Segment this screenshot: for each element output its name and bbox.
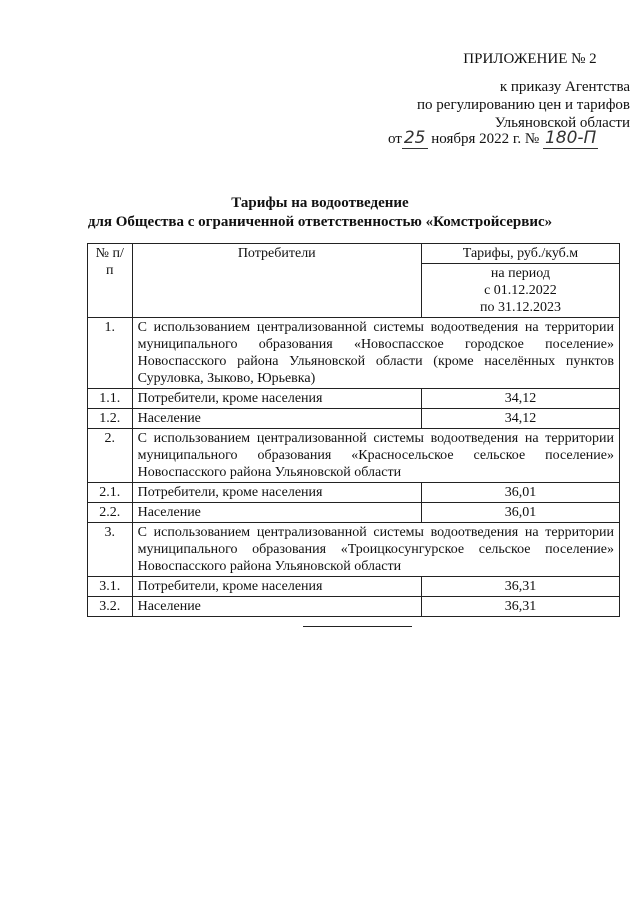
section-num: 2. (88, 429, 133, 483)
period-line: с 01.12.2022 (484, 283, 557, 298)
end-divider (303, 626, 412, 627)
section-text: С использованием централизованной системы водоотведения на территории муниципального образования «Троицкосунгурское сельское поселение» Новоспасского района Ульяновской области (132, 523, 619, 577)
table-row (88, 577, 620, 597)
header-tariffs: Тарифы, руб./куб.м (421, 244, 619, 264)
row-num: 1.1. (88, 389, 133, 409)
tariff-table (87, 243, 620, 617)
row-num: 3.1. (88, 577, 133, 597)
section-num: 1. (88, 318, 133, 389)
header-consumers: Потребители (132, 244, 421, 318)
section-row (88, 318, 620, 389)
table-row (88, 389, 620, 409)
row-num: 2.1. (88, 483, 133, 503)
appendix-title: ПРИЛОЖЕНИЕ № 2 (463, 51, 597, 67)
appendix-line: Ульяновской области (494, 115, 630, 131)
row-num: 1.2. (88, 409, 133, 429)
appendix-line: к приказу Агентства (499, 79, 630, 95)
row-consumer: Потребители, кроме населения (132, 483, 421, 503)
row-consumer: Потребители, кроме населения (132, 577, 421, 597)
table-row (88, 597, 620, 617)
row-consumer: Население (132, 597, 421, 617)
document-heading (0, 194, 640, 232)
appendix-block (370, 50, 630, 132)
row-num: 2.2. (88, 503, 133, 523)
row-num: 3.2. (88, 597, 133, 617)
order-reference (388, 128, 598, 149)
header-num: № п/п (88, 244, 133, 318)
row-tariff: 34,12 (421, 409, 619, 429)
table-row (88, 409, 620, 429)
header-period (421, 264, 619, 318)
appendix-line: по регулированию цен и тарифов (417, 97, 630, 113)
table-row (88, 503, 620, 523)
section-row (88, 429, 620, 483)
period-line: на период (490, 266, 551, 281)
order-middle: ноября 2022 г. № (431, 131, 540, 147)
row-tariff: 36,31 (421, 577, 619, 597)
row-tariff: 36,01 (421, 503, 619, 523)
heading-line: Тарифы на водоотведение (231, 195, 409, 211)
order-prefix: от (388, 131, 402, 147)
section-text: С использованием централизованной системы водоотведения на территории муниципального образования «Новоспасское городское поселение» Новоспасского района Ульяновской области (кроме населённых пунктов Суруловка, Зыково, Юрьевка) (132, 318, 619, 389)
row-tariff: 36,01 (421, 483, 619, 503)
row-consumer: Население (132, 503, 421, 523)
row-tariff: 36,31 (421, 597, 619, 617)
row-tariff: 34,12 (421, 389, 619, 409)
period-line: по 31.12.2023 (479, 300, 561, 315)
section-row (88, 523, 620, 577)
order-number: 180-П (544, 128, 597, 148)
table-row (88, 483, 620, 503)
section-text: С использованием централизованной системы водоотведения на территории муниципального образования «Красносельское сельское поселение» Новоспасского района Ульяновской области (132, 429, 619, 483)
order-day: 25 (403, 128, 426, 148)
row-consumer: Потребители, кроме населения (132, 389, 421, 409)
heading-line: для Общества с ограниченной ответственностью «Комстройсервис» (87, 214, 553, 230)
row-consumer: Население (132, 409, 421, 429)
section-num: 3. (88, 523, 133, 577)
